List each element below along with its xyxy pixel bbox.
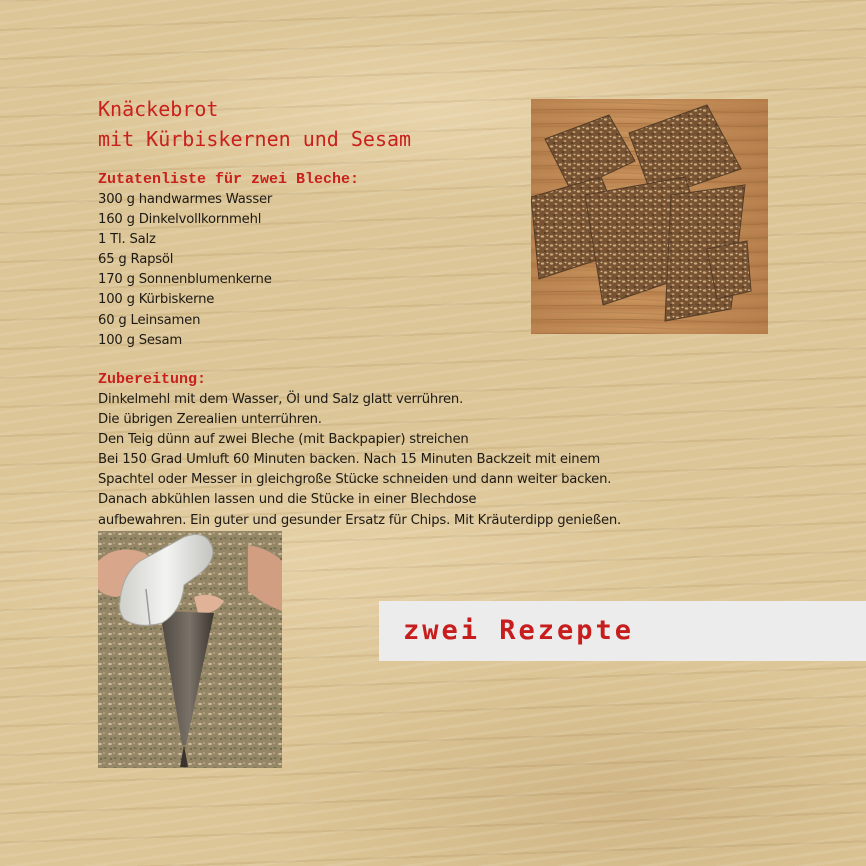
preparation-section [98, 370, 678, 531]
preparation-line: Bei 150 Grad Umluft 60 Minuten backen. Nach 15 Minuten Backzeit mit einem [98, 452, 601, 468]
preparation-line: Den Teig dünn auf zwei Bleche (mit Backpapier) streichen [98, 432, 469, 448]
preparation-line: Spachtel oder Messer in gleichgroße Stücke schneiden und dann weiter backen. [98, 472, 612, 488]
banner [379, 601, 866, 661]
ingredient-item: 300 g handwarmes Wasser [98, 192, 273, 207]
preparation-text [98, 390, 678, 531]
ingredients-section [98, 170, 518, 351]
ingredients-heading: Zutatenliste für zwei Bleche: [98, 171, 360, 188]
ingredient-item: 1 Tl. Salz [98, 232, 156, 248]
ingredient-item: 170 g Sonnenblumenkerne [98, 272, 272, 288]
ingredient-item: 160 g Dinkelvollkornmehl [98, 212, 262, 228]
ingredient-item: 65 g Rapsöl [98, 252, 174, 268]
recipe-title [98, 94, 411, 154]
crispbread-photo [531, 99, 768, 334]
banner-text: zwei Rezepte [403, 615, 635, 646]
preparation-line: aufbewahren. Ein guter und gesunder Ersatz für Chips. Mit Kräuterdipp genießen. [98, 512, 622, 528]
preparation-heading: Zubereitung: [98, 371, 207, 388]
preparation-line: Dinkelmehl mit dem Wasser, Öl und Salz glatt verrühren. [98, 392, 464, 407]
ingredient-item: 100 g Kürbiskerne [98, 292, 215, 308]
recipe-title-line-1: Knäckebrot [98, 97, 219, 121]
preparation-line: Danach abkühlen lassen und die Stücke in einer Blechdose [98, 492, 477, 508]
ingredient-item: 100 g Sesam [98, 332, 183, 348]
ingredients-list [98, 190, 518, 351]
recipe-title-line-2: mit Kürbiskernen und Sesam [98, 127, 412, 151]
ingredient-item: 60 g Leinsamen [98, 312, 201, 328]
cutting-photo [98, 531, 282, 768]
preparation-line: Die übrigen Zerealien unterrühren. [98, 412, 322, 428]
